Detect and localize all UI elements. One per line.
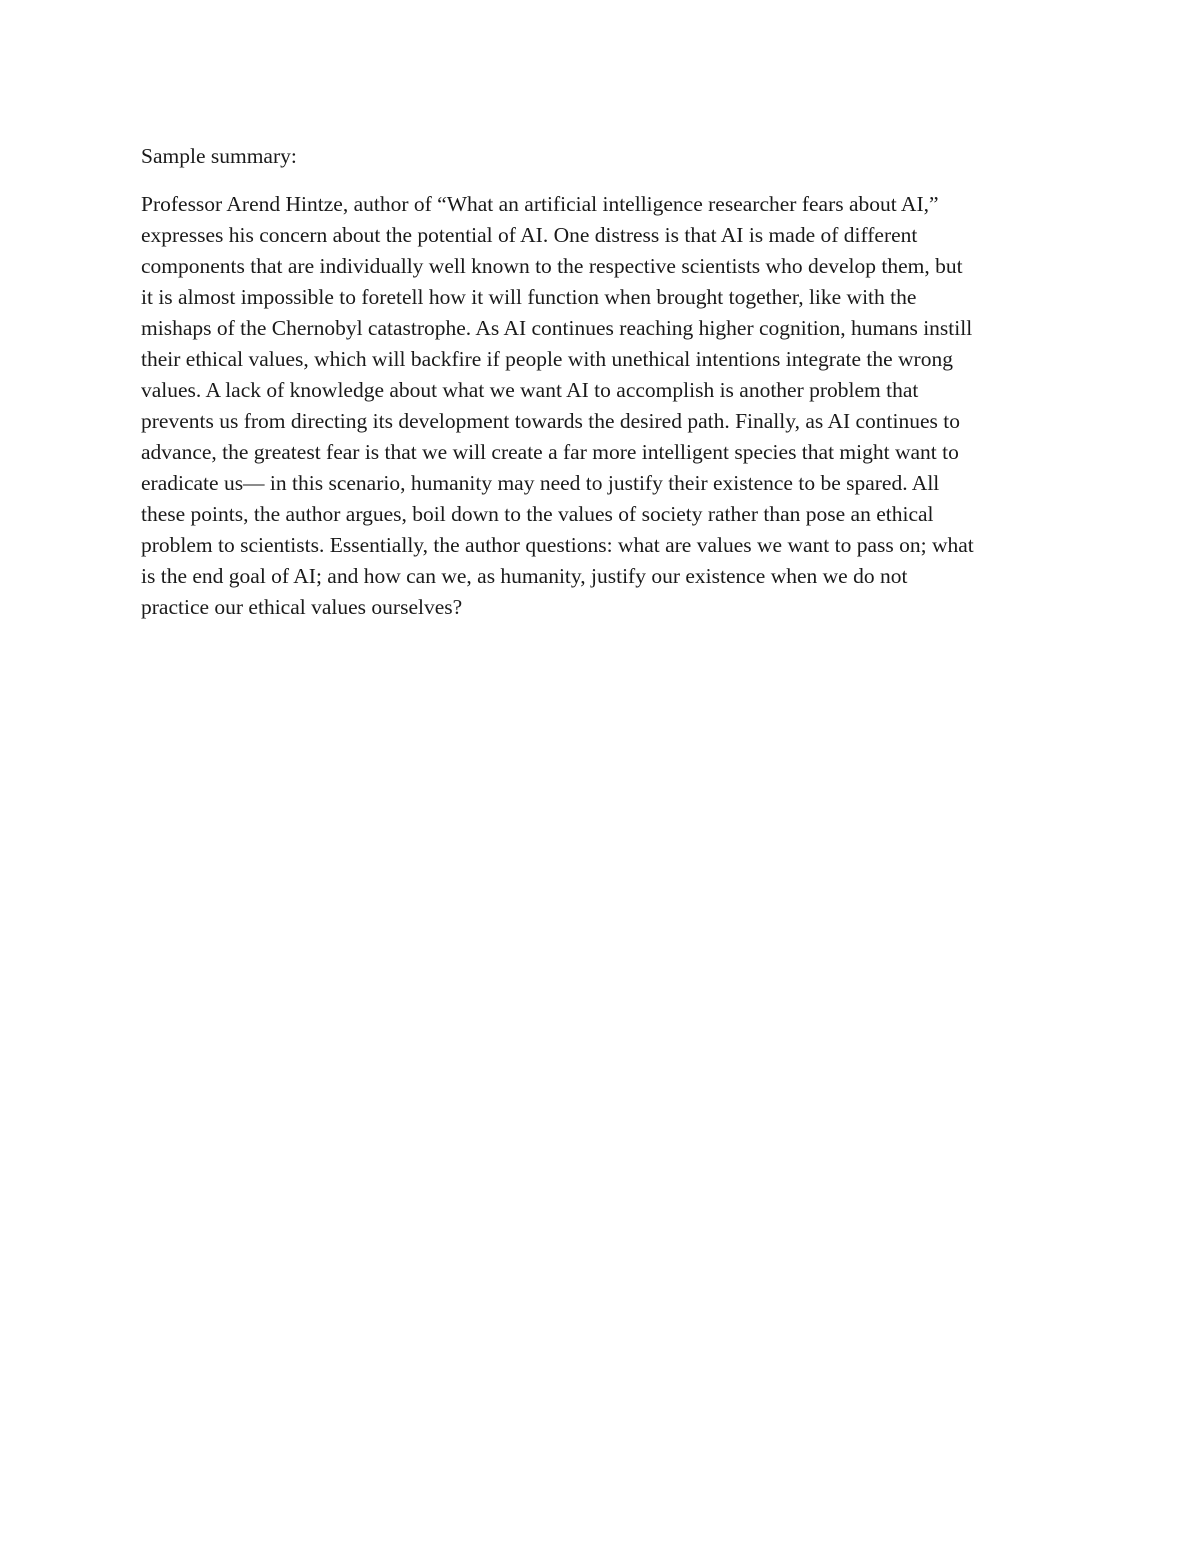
paragraph-line: mishaps of the Chernobyl catastrophe. As AI continues reaching higher cognition, humans instill xyxy=(141,316,973,340)
paragraph-line: values. A lack of knowledge about what we want AI to accomplish is another problem that xyxy=(141,378,919,402)
paragraph-line: advance, the greatest fear is that we will create a far more intelligent species that might want to xyxy=(141,440,959,464)
paragraph-line: expresses his concern about the potential of AI. One distress is that AI is made of different xyxy=(141,223,918,247)
paragraph-line: these points, the author argues, boil down to the values of society rather than pose an ethical xyxy=(141,502,934,526)
summary-paragraph xyxy=(141,189,1059,623)
paragraph-line: practice our ethical values ourselves? xyxy=(141,595,463,619)
paragraph-line: their ethical values, which will backfire if people with unethical intentions integrate the wrong xyxy=(141,347,953,371)
paragraph-line: components that are individually well known to the respective scientists who develop them, but xyxy=(141,254,963,278)
paragraph-line: it is almost impossible to foretell how it will function when brought together, like with the xyxy=(141,285,917,309)
paragraph-line: problem to scientists. Essentially, the author questions: what are values we want to pass on; what xyxy=(141,533,974,557)
paragraph-line: is the end goal of AI; and how can we, as humanity, justify our existence when we do not xyxy=(141,564,908,588)
paragraph-line: eradicate us— in this scenario, humanity may need to justify their existence to be spared. All xyxy=(141,471,940,495)
summary-heading: Sample summary: xyxy=(141,144,297,168)
paragraph-line: Professor Arend Hintze, author of “What an artificial intelligence researcher fears about AI,” xyxy=(141,192,939,216)
paragraph-line: prevents us from directing its development towards the desired path. Finally, as AI continues to xyxy=(141,409,961,433)
document-content xyxy=(141,141,1059,623)
